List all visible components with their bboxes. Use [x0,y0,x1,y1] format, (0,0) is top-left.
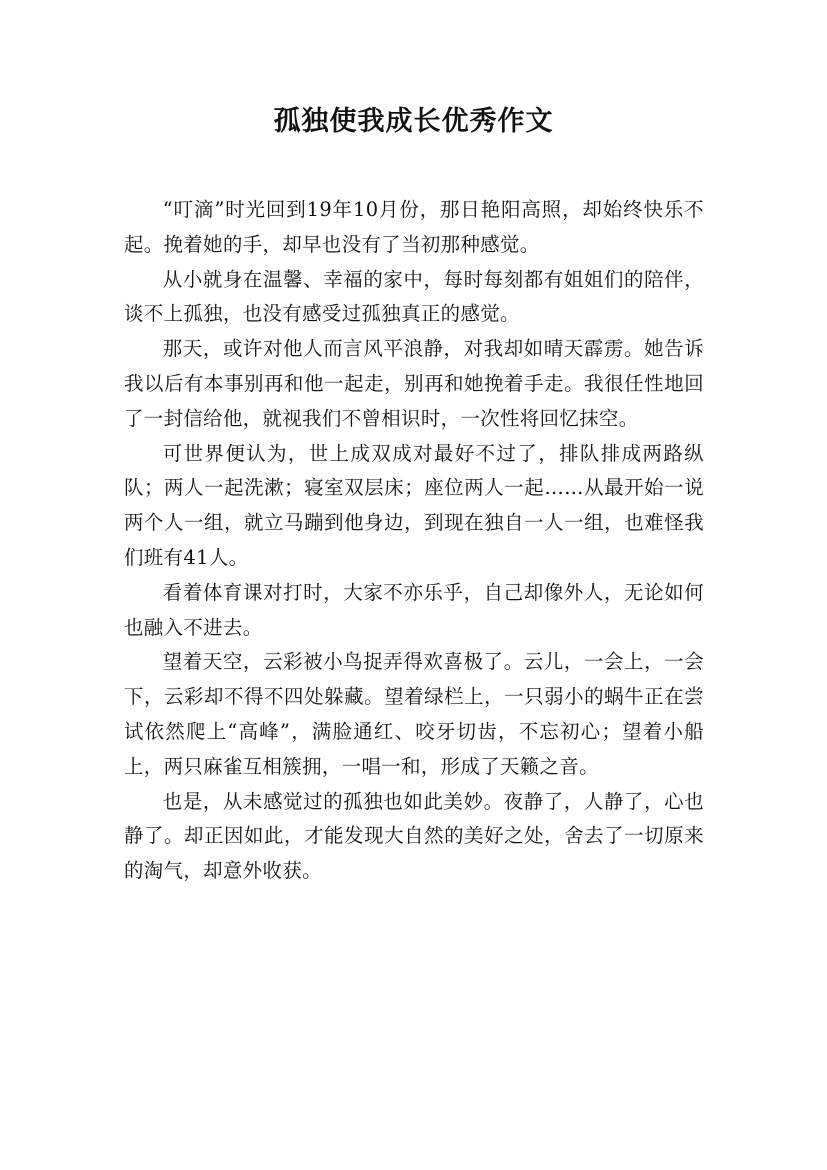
paragraph: 望着天空，云彩被小鸟捉弄得欢喜极了。云儿，一会上，一会下，云彩却不得不四处躲藏。望着绿栏上，一只弱小的蜗牛正在尝试依然爬上“高峰”，满脸通红、咬牙切齿，不忘初心；望着小船上，两只麻雀互相簇拥，一唱一和，形成了天籁之音。 [124,650,704,778]
paragraph: 也是，从未感觉过的孤独也如此美妙。夜静了，人静了，心也静了。却正因如此，才能发现大自然的美好之处，舍去了一切原来的淘气，却意外收获。 [124,789,704,883]
paragraph: “叮滴”时光回到19年10月份，那日艳阳高照，却始终快乐不起。挽着她的手，却早也没有了当初那种感觉。 [124,198,704,256]
document-body [124,193,704,889]
paragraph: 那天，或许对他人而言风平浪静，对我却如晴天霹雳。她告诉我以后有本事别再和他一起走，别再和她挽着手走。我很任性地回了一封信给他，就视我们不曾相识时，一次性将回忆抹空。 [124,337,704,430]
paragraph: 从小就身在温馨、幸福的家中，每时每刻都有姐姐们的陪伴，谈不上孤独，也没有感受过孤独真正的感觉。 [124,267,704,326]
document-title: 孤独使我成长优秀作文 [273,106,554,137]
paragraph: 看着体育课对打时，大家不亦乐乎，自己却像外人，无论如何也融入不进去。 [124,580,704,639]
paragraph: 可世界便认为，世上成双成对最好不过了，排队排成两路纵队；两人一起洗漱；寝室双层床；座位两人一起……从最开始一说两个人一组，就立马蹦到他身边，到现在独自一人一组，也难怪我们班有41人。 [124,441,704,569]
